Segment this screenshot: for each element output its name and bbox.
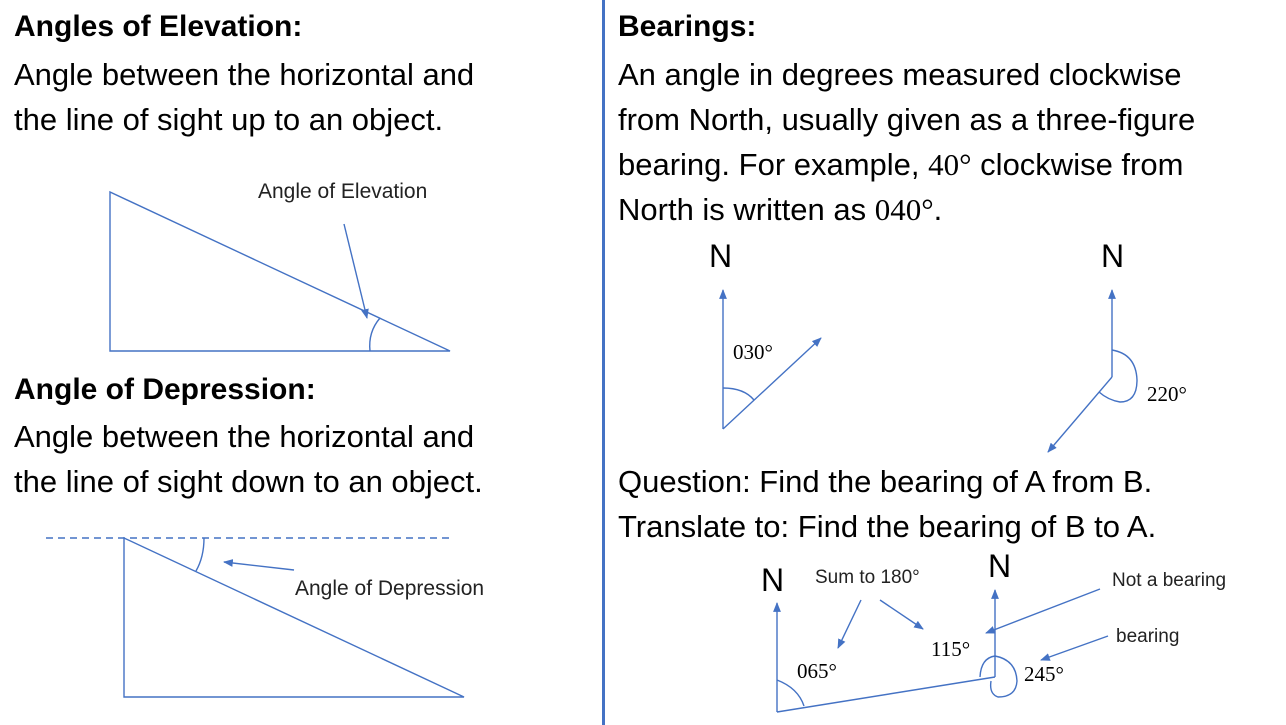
depression-pointer-arrow [224, 562, 294, 570]
sum-arrow-to-115 [880, 600, 923, 629]
bearings-heading: Bearings: [618, 10, 757, 43]
example-angle-40: 40° [928, 147, 972, 182]
angle-label-220: 220° [1147, 382, 1187, 406]
bearings-definition-line3: bearing. For example, 40° clockwise from [618, 147, 1184, 182]
depression-definition-line1: Angle between the horizontal and [14, 419, 475, 454]
depression-triangle [124, 538, 464, 697]
north-label-b: N [988, 548, 1012, 584]
bearing-line-030 [723, 338, 821, 429]
angle-label-030: 030° [733, 340, 773, 364]
question-line1: Question: Find the bearing of A from B. [618, 464, 1153, 499]
elevation-pointer-arrow [344, 224, 367, 318]
depression-heading: Angle of Depression: [14, 373, 316, 406]
elevation-label: Angle of Elevation [258, 180, 428, 203]
angle-label-245: 245° [1024, 662, 1064, 686]
north-label-a: N [761, 562, 785, 598]
question-line2: Translate to: Find the bearing of B to A. [618, 509, 1157, 544]
elevation-heading: Angles of Elevation: [14, 10, 303, 43]
sum-to-180-label: Sum to 180° [815, 567, 920, 588]
angle-label-065: 065° [797, 659, 837, 683]
depression-angle-arc [196, 538, 204, 571]
bearing-arrow [1041, 636, 1108, 660]
not-bearing-arrow [986, 589, 1100, 633]
angle-label-115: 115° [931, 637, 971, 661]
angle-arc-065 [777, 680, 804, 706]
example-angle-040: 040° [874, 192, 934, 227]
bearings-definition-line4: North is written as 040°. [618, 192, 943, 227]
bearings-definition-line2: from North, usually given as a three-figure [618, 102, 1196, 137]
bearing-line-220 [1048, 377, 1112, 452]
depression-definition-line2: the line of sight down to an object. [14, 464, 483, 499]
elevation-definition-line2: the line of sight up to an object. [14, 102, 444, 137]
depression-label: Angle of Depression [295, 577, 485, 600]
elevation-angle-arc [370, 318, 380, 351]
sum-arrow-to-065 [838, 600, 861, 648]
segment-a-to-b [777, 677, 995, 712]
angle-arc-030 [723, 388, 754, 400]
elevation-definition-line1: Angle between the horizontal and [14, 57, 475, 92]
north-label-example2: N [1101, 238, 1125, 274]
elevation-triangle [110, 192, 450, 351]
angle-arc-115 [980, 656, 995, 677]
angle-arc-220 [1099, 350, 1137, 402]
bearings-definition-line1: An angle in degrees measured clockwise [618, 57, 1182, 92]
bearing-label: bearing [1116, 626, 1180, 647]
north-label-example1: N [709, 238, 733, 274]
not-a-bearing-label: Not a bearing [1112, 570, 1227, 591]
